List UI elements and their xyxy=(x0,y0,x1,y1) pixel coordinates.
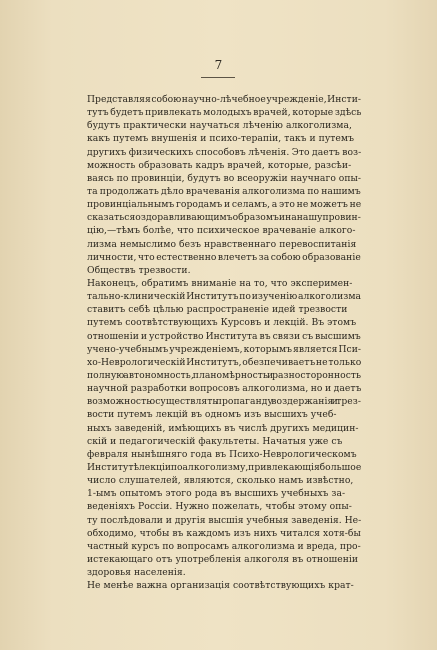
text-line: Наконецъ, обратимъ вниманіе на то, что эксперимен- xyxy=(87,277,353,289)
text-line: Не менѣе важна организація соотвѣтствующихъ крат- xyxy=(87,580,354,592)
text-line: частный курсъ по вопросамъ алкоголизма и вреда, про- xyxy=(87,540,361,552)
text-line: хо-Неврологическій Институтъ, обезпечиваетъ не только xyxy=(87,356,361,368)
text-line: полную автономность, планомѣрность и разносторонность xyxy=(87,369,361,381)
text-line: ставитъ себѣ цѣлью распространеніе идей трезвости xyxy=(87,304,348,316)
text-line: будутъ практически научаться лѣченію алкоголизма, xyxy=(87,120,352,132)
text-line: отношеніи и устройство Института въ связи съ высшимъ xyxy=(87,330,361,342)
header-rule xyxy=(201,77,235,78)
text-line: путемъ соотвѣтствующихъ Курсовъ и лекцій. Въ этомъ xyxy=(87,317,357,329)
text-line: Обществъ трезвости. xyxy=(87,264,191,276)
text-line: провинціальнымъ городамъ и селамъ, а это не можетъ не xyxy=(87,199,361,211)
text-line: возможность осуществлять пропаганду воздержанія и трез- xyxy=(87,396,361,408)
text-line: вости путемъ лекцій въ одномъ изъ высшихъ учеб- xyxy=(87,409,337,421)
text-line: февраля нынѣшняго года въ Психо-Неврологическомъ xyxy=(87,448,357,460)
page-number: 7 xyxy=(214,58,223,72)
text-line: сказаться оздоравливающимъ образомъ и на нашу провин- xyxy=(87,212,361,224)
text-line: другихъ физическихъ способовъ лѣченія. Это даетъ воз- xyxy=(87,146,361,158)
text-line: та продолжать дѣло врачеванія алкоголизма по нашимъ xyxy=(87,185,361,197)
text-line: скій и педагогическій факультеты. Начатыя уже съ xyxy=(87,435,343,447)
text-line: личности, что естественно влечетъ за собою образованіе xyxy=(87,251,361,263)
text-line: Институтѣ лекціи по алкоголизму, привлекающія большое xyxy=(87,461,361,473)
text-line: цію,—тѣмъ болѣе, что психическое врачеваніе алкого- xyxy=(87,225,356,237)
text-line: можность образовать кадръ врачей, которые, разсѣи- xyxy=(87,159,352,171)
text-line: какъ путемъ внушенія и психо-терапіи, такъ и путемъ xyxy=(87,133,355,145)
text-line: тально-клиническій Институтъ по изученію алкоголизма xyxy=(87,291,361,303)
text-line: ту послѣдовали и другія высшія учебныя заведенія. Не- xyxy=(87,514,361,526)
text-line: истекающаго отъ употребленія алкоголя въ отношеніи xyxy=(87,553,359,565)
text-line: лизма немыслимо безъ нравственнаго перевоспитанія xyxy=(87,238,357,250)
text-line: Представляя собою научно-лѣчебное учрежденіе, Инсти- xyxy=(87,94,361,105)
paragraph xyxy=(87,93,361,277)
text-line: учено-учебнымъ учрежденіемъ, которымъ является Пси- xyxy=(87,343,361,355)
text-line: здоровья населенія. xyxy=(87,567,186,579)
text-line: ваясь по провинціи, будутъ во всеоружіи научнаго опы- xyxy=(87,172,361,184)
paragraph xyxy=(87,277,361,579)
text-line: число слушателей, являются, сколько намъ извѣстно, xyxy=(87,475,354,487)
text-line: обходимо, чтобы въ каждомъ изъ нихъ читался хотя-бы xyxy=(87,527,361,539)
text-line: научной разработки вопросовъ алкоголизма, но и даетъ xyxy=(87,383,361,395)
text-line: ныхъ заведеній, имѣющихъ въ числѣ другихъ медицин- xyxy=(87,422,359,434)
paragraph xyxy=(87,579,361,592)
text-line: веденіяхъ Россіи. Нужно пожелать, чтобы этому опы- xyxy=(87,501,352,513)
text-line: тутъ будетъ привлекать молодыхъ врачей, которые здѣсь xyxy=(87,107,361,119)
text-line: 1-ымъ опытомъ этого рода въ высшихъ учебныхъ за- xyxy=(87,488,346,500)
body-text xyxy=(87,93,361,592)
